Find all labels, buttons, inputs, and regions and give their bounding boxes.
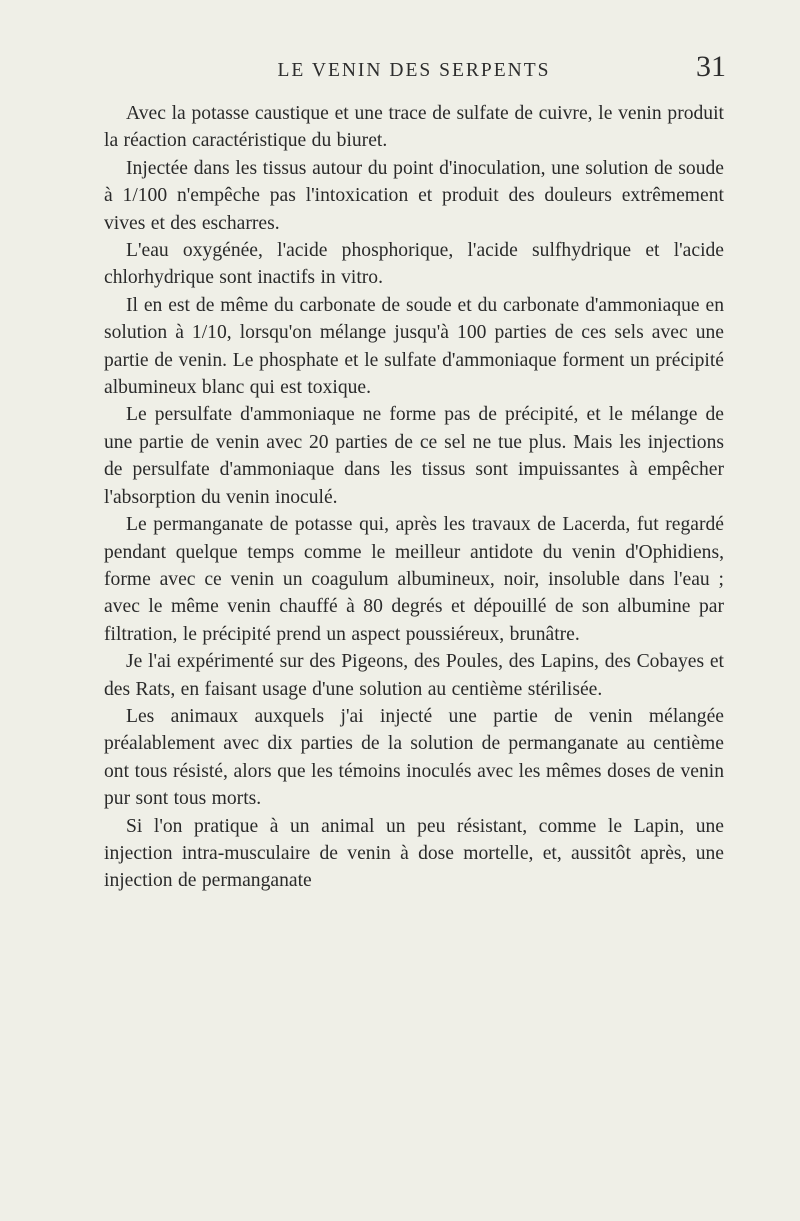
body-text — [104, 100, 724, 895]
paragraph: Avec la potasse caustique et une trace de sulfate de cuivre, le venin produit la réaction caractéristique du biuret. — [104, 103, 724, 152]
paragraph: Je l'ai expérimenté sur des Pigeons, des Poules, des Lapins, des Cobayes et des Rats, en faisant usage d'une solution au centième stérilisée. — [104, 651, 724, 700]
page-number: 31 — [696, 50, 726, 83]
paragraph: Le persulfate d'ammoniaque ne forme pas de précipité, et le mélange de une partie de venin avec 20 parties de ce sel ne tue plus. Mais les injections de persulfate d'ammoniaque dans les tissus sont impuissantes à empêcher l'absorption du venin inoculé. — [104, 404, 724, 508]
paragraph: Il en est de même du carbonate de soude et du carbonate d'ammoniaque en solution à 1/10, lorsqu'on mélange jusqu'à 100 parties de ces sels avec une partie de venin. Le phosphate et le sulfate d'ammoniaque forment un précipité albumineux blanc qui est toxique. — [104, 294, 724, 399]
paragraph: Injectée dans les tissus autour du point d'inoculation, une solution de soude à 1/100 n'empêche pas l'intoxication et produit des douleurs extrêmement vives et des escharres. — [104, 157, 724, 234]
running-title: LE VENIN DES SERPENTS — [277, 60, 551, 81]
paragraph: Le permanganate de potasse qui, après les travaux de Lacerda, fut regardé pendant quelque temps comme le meilleur antidote du venin d'Ophidiens, forme avec ce venin un coagulum albumineux, noir, insoluble dans l'eau ; avec le même venin chauffé à 80 degrés et dépouillé de son albumine par filtration, le précipité prend un aspect poussiéreux, brunâtre. — [104, 514, 724, 645]
page-header — [104, 52, 724, 90]
paragraph: L'eau oxygénée, l'acide phosphorique, l'acide sulfhydrique et l'acide chlorhydrique sont inactifs in vitro. — [104, 240, 724, 289]
paragraph: Les animaux auxquels j'ai injecté une partie de venin mélangée préalablement avec dix parties de la solution de permanganate au centième ont tous résisté, alors que les témoins inoculés avec les mêmes doses de venin pur sont tous morts. — [104, 705, 724, 810]
paragraph: Si l'on pratique à un animal un peu résistant, comme le Lapin, une injection intra-musculaire de venin à dose mortelle, et, aussitôt après, une injection de permanganate — [104, 815, 724, 892]
